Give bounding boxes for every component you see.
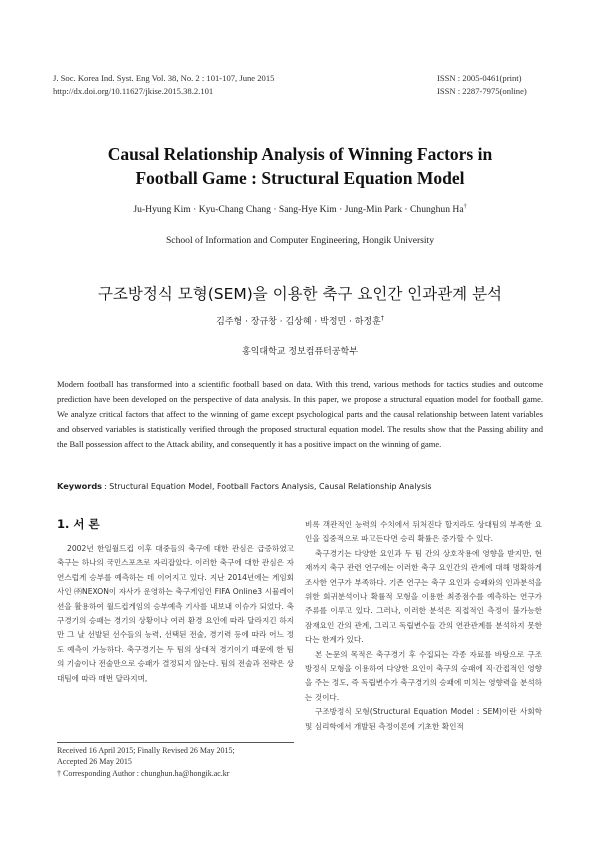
abstract: Modern football has transformed into a scientific football based on data. With this trend, various methods for tactics studies and outcome prediction have been developed on the perspective of data analysis. In this paper, we propose a structural equation model for football game. We analyze critical factors that affect to the winning of game except psychological parts and the causal relationship between latent variables and observed variables is statistically verified through the proposed structural equation model. The results show that the Passing ability and the Ball possession affect to the Attack ability, and consequently it has a positive impact on the winning of game.	[57, 379, 543, 449]
authors-korean	[40, 316, 560, 328]
body-paragraph: 2002년 한일월드컵 이후 대중들의 축구에 대한 관심은 급증하였고 축구는 하나의 국민스포츠로 자리잡았다. 이러한 축구에 대한 관심은 자연스럽게 승부를 예측하는 데 이어지고 있다. 지난 2014년에는 게임회사인 ㈜NEXON이 자사가 운영하는 축구게임인 FIFA Online3 시뮬레이션을 활용하여 월드컵게임의 승부예측 기사를 내보내 이슈가 되었다. 축구경기의 승패는 경기의 상황이나 여러 환경 요인에 따라 달라지긴 하지만 그 날 선발된 선수들의 능력, 선택된 전술, 경기력 등에 따라 어느 정도 예측이 가능하다. 축구경기는 두 팀의 상대적 경기이기 때문에 한 팀의 기술이나 전술만으로 승패가 결정되지 않는다. 팀의 전술과 전략은 상대팀에 따라 매번 달라지며,	[57, 544, 294, 683]
body-paragraph: 구조방정식 모형(Structural Equation Model : SEM)이란 사회학 및 심리학에서 개발된 측정이론에 기초한 확인적	[305, 707, 542, 731]
body-column-left	[57, 542, 294, 686]
journal-citation: J. Soc. Korea Ind. Syst. Eng Vol. 38, No. 2 : 101-107, June 2015	[53, 73, 275, 83]
body-column-right	[305, 518, 542, 734]
affiliation-korean: 홍익대학교 정보컴퓨터공학부	[242, 347, 358, 357]
body-paragraph: 축구경기는 다양한 요인과 두 팀 간의 상호작용에 영향을 받지만, 현재까지 축구 관련 연구에는 이러한 축구 요인간의 관계에 대해 명확하게 조사한 연구가 부족하다. 기존 연구는 축구 요인과 승패와의 인과분석을 위한 회귀분석이나 확률적 모형을 이용한 최종점수를 예측하는 연구가 주류를 이루고 있다. 그러나, 이러한 분석은 직접적인 측정이 불가능한 잠재요인 간의 관계, 그리고 독립변수들 간의 연관관계를 분석하지 못한다는 한계가 있다.	[305, 548, 542, 645]
section-title: 서 론	[73, 517, 100, 531]
author-names-english: Ju-Hyung Kim · Kyu-Chang Chang · Sang-Hye Kim · Jung-Min Park · Chunghun Ha	[133, 204, 464, 215]
issn-print: ISSN : 2005-0461(print)	[437, 73, 522, 83]
title-line-2: Football Game : Structural Equation Model	[135, 168, 465, 188]
journal-header	[53, 72, 274, 97]
section-heading-introduction	[57, 516, 100, 532]
title-line-1: Causal Relationship Analysis of Winning Factors in	[107, 144, 493, 164]
keywords	[57, 480, 543, 493]
body-paragraph: 비록 객관적인 능력의 수치에서 뒤처진다 할지라도 상대팀의 부족한 요인을 집중적으로 파고든다면 승리 확률은 증가할 수 있다.	[305, 520, 542, 544]
body-paragraph: 본 논문의 목적은 축구경기 후 수집되는 각종 자료를 바탕으로 구조방정식 모형을 이용하여 다양한 요인이 축구의 승패에 직·간접적인 영향을 주는 정도, 즉 독립변수가 축구경기의 승패에 미치는 영향력을 분석하는 것이다.	[305, 649, 542, 702]
keywords-text: : Structural Equation Model, Football Factors Analysis, Causal Relationship Analysis	[104, 482, 432, 491]
affiliation-english: School of Information and Computer Engineering, Hongik University	[165, 235, 435, 246]
issn-online: ISSN : 2287-7975(online)	[437, 85, 527, 96]
author-names-korean: 김주형 · 장규창 · 김상혜 · 박정민 · 하정훈	[216, 317, 381, 327]
keywords-label: Keywords	[57, 481, 103, 491]
corresponding-mark: †	[463, 203, 467, 210]
paper-title-korean: 구조방정식 모형(SEM)을 이용한 축구 요인간 인과관계 분석	[97, 285, 503, 303]
accepted-date: Accepted 26 May 2015	[57, 757, 132, 767]
footnote-divider	[57, 742, 294, 743]
corresponding-author: † Corresponding Author : chunghun.ha@hongik.ac.kr	[57, 768, 230, 778]
doi-link[interactable]: http://dx.doi.org/10.11627/jkise.2015.38.2.101	[53, 85, 214, 96]
received-date: Received 16 April 2015; Finally Revised 26 May 2015;	[57, 746, 235, 755]
issn-block	[437, 72, 527, 97]
authors-english	[40, 204, 560, 216]
footnotes	[57, 745, 297, 779]
section-number: 1.	[57, 517, 70, 531]
corresponding-mark-korean: †	[380, 315, 384, 322]
paper-title-english	[40, 142, 560, 190]
